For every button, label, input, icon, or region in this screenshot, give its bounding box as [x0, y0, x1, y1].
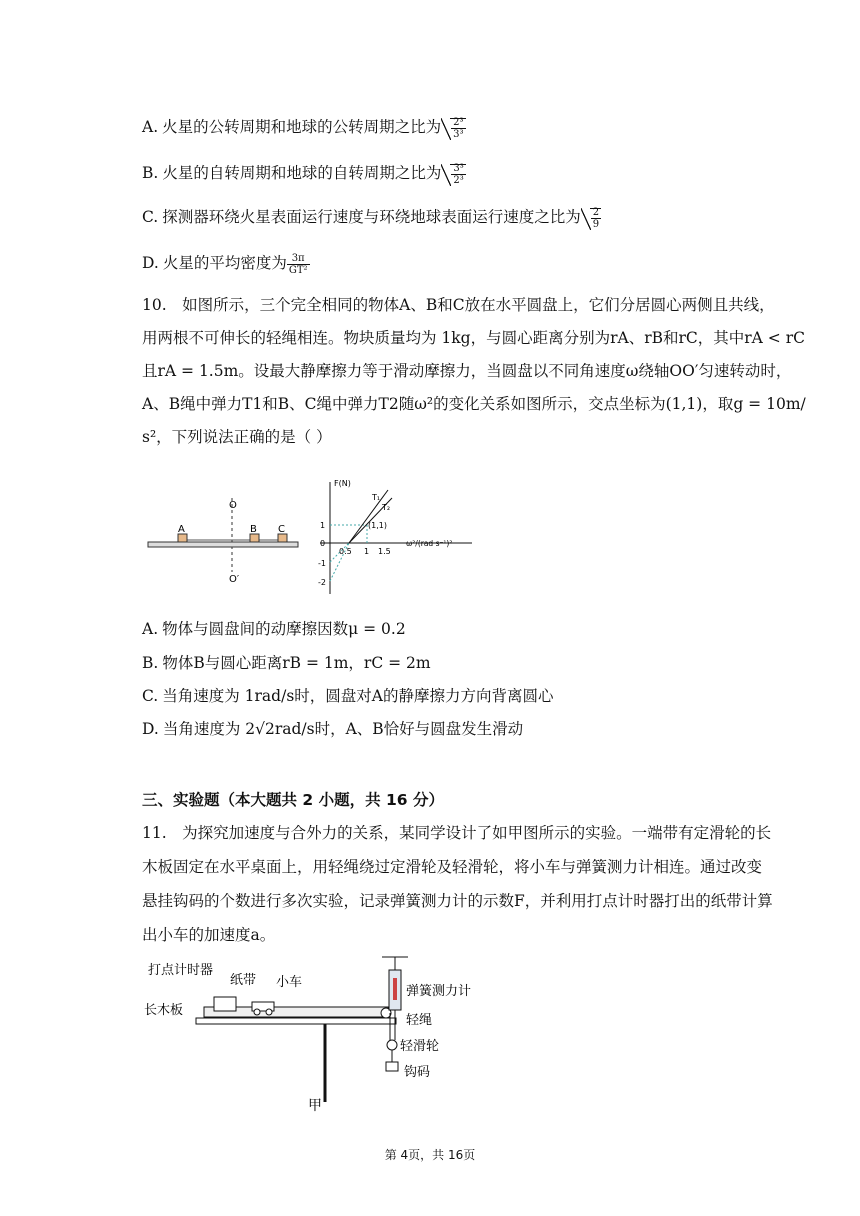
block-c-label: C [278, 524, 285, 535]
q10-disc-figure [140, 490, 310, 590]
label-pulley: 轻滑轮 [400, 1039, 440, 1054]
block-b-label: B [250, 524, 257, 535]
label-spring-scale: 弹簧测力计 [406, 984, 472, 999]
axis-o-top-label: O [229, 500, 237, 511]
q10-option-c: C. 当角速度为 1rad/s时，圆盘对A的静摩擦力方向背离圆心 [142, 687, 554, 705]
tick-y0: 0 [320, 539, 326, 548]
axis-o-bottom-label: O′ [229, 574, 240, 585]
q9-option-c: C. 探测器环绕火星表面运行速度与环绕地球表面运行速度之比为 $\frac{2}{9}$ [142, 206, 600, 230]
graph-x-label: ω²/(rad·s⁻¹)² [406, 539, 453, 548]
q10-force-graph [312, 476, 482, 596]
q11-line2: 木板固定在水平桌面上，用轻绳绕过定滑轮及轻滑轮，将小车与弹簧测力计相连。通过改变 [142, 858, 763, 876]
figure-caption: 甲 [308, 1098, 322, 1114]
tick-ym2: -2 [318, 578, 326, 587]
q10-stem-line4: A、B绳中弹力T1和B、C绳中弹力T2随ω²的变化关系如图所示，交点坐标为(1,1)，取g = 10m/ [142, 395, 806, 413]
q9-option-b: B. 火星的自转周期和地球的自转周期之比为 $\frac{\text{3³}}{\text{2³}}$ [142, 162, 464, 186]
label-tape: 纸带 [230, 973, 257, 988]
page-footer: 第 4页，共 16页 [384, 1148, 476, 1162]
tick-x05: 0.5 [339, 547, 352, 556]
block-a-label: A [178, 524, 185, 535]
tick-y1: 1 [320, 521, 326, 530]
q11-line1: 11. 为探究加速度与合外力的关系，某同学设计了如甲图所示的实验。一端带有定滑轮的长 [142, 824, 772, 842]
q11-line4: 出小车的加速度a。 [142, 926, 276, 944]
label-rope: 轻绳 [406, 1013, 433, 1028]
tick-x15: 1.5 [378, 547, 391, 556]
q11-line3: 悬挂钩码的个数进行多次实验，记录弹簧测力计的示数F，并利用打点计时器打出的纸带计算 [142, 892, 773, 910]
q10-option-d: D. 当角速度为 2√2rad/s时，A、B恰好与圆盘发生滑动 [142, 720, 524, 738]
section-heading: 三、实验题（本大题共 2 小题，共 16 分） [142, 791, 444, 809]
tick-x1: 1 [364, 547, 370, 556]
label-cart: 小车 [276, 975, 303, 990]
q10-option-b: B. 物体B与圆心距离rB = 1m，rC = 2m [142, 654, 431, 672]
tick-ym1: -1 [318, 559, 326, 568]
label-weight: 钩码 [404, 1065, 431, 1080]
q9-option-d: D. 火星的平均密度为 $\frac{3\pi}{\text{GT²}}$ [142, 252, 308, 276]
graph-point-label: (1,1) [368, 521, 387, 530]
graph-t1-label: T₁ [372, 493, 381, 502]
q10-stem-line5: s²，下列说法正确的是（ ） [142, 428, 332, 446]
graph-t2-label: T₂ [382, 503, 391, 512]
q11-apparatus-figure [140, 952, 520, 1117]
label-board: 长木板 [144, 1003, 184, 1018]
q9-option-a: A. 火星的公转周期和地球的公转周期之比为 $\frac{\text{2³}}{\text{3³}}$ [142, 116, 464, 140]
q10-option-a: A. 物体与圆盘间的动摩擦因数μ = 0.2 [142, 620, 406, 638]
graph-y-label: F(N) [334, 479, 351, 488]
q10-stem-line3: 且rA = 1.5m。设最大静摩擦力等于滑动摩擦力，当圆盘以不同角速度ω绕轴OO′匀速转动时， [142, 362, 792, 380]
q10-stem-line2: 用两根不可伸长的轻绳相连。物块质量均为 1kg，与圆心距离分别为rA、rB和rC，其中rA < rC [142, 329, 805, 347]
label-timer: 打点计时器 [148, 963, 214, 978]
q10-stem-line1: 10. 如图所示，三个完全相同的物体A、B和C放在水平圆盘上，它们分居圆心两侧且共线， [142, 296, 775, 314]
